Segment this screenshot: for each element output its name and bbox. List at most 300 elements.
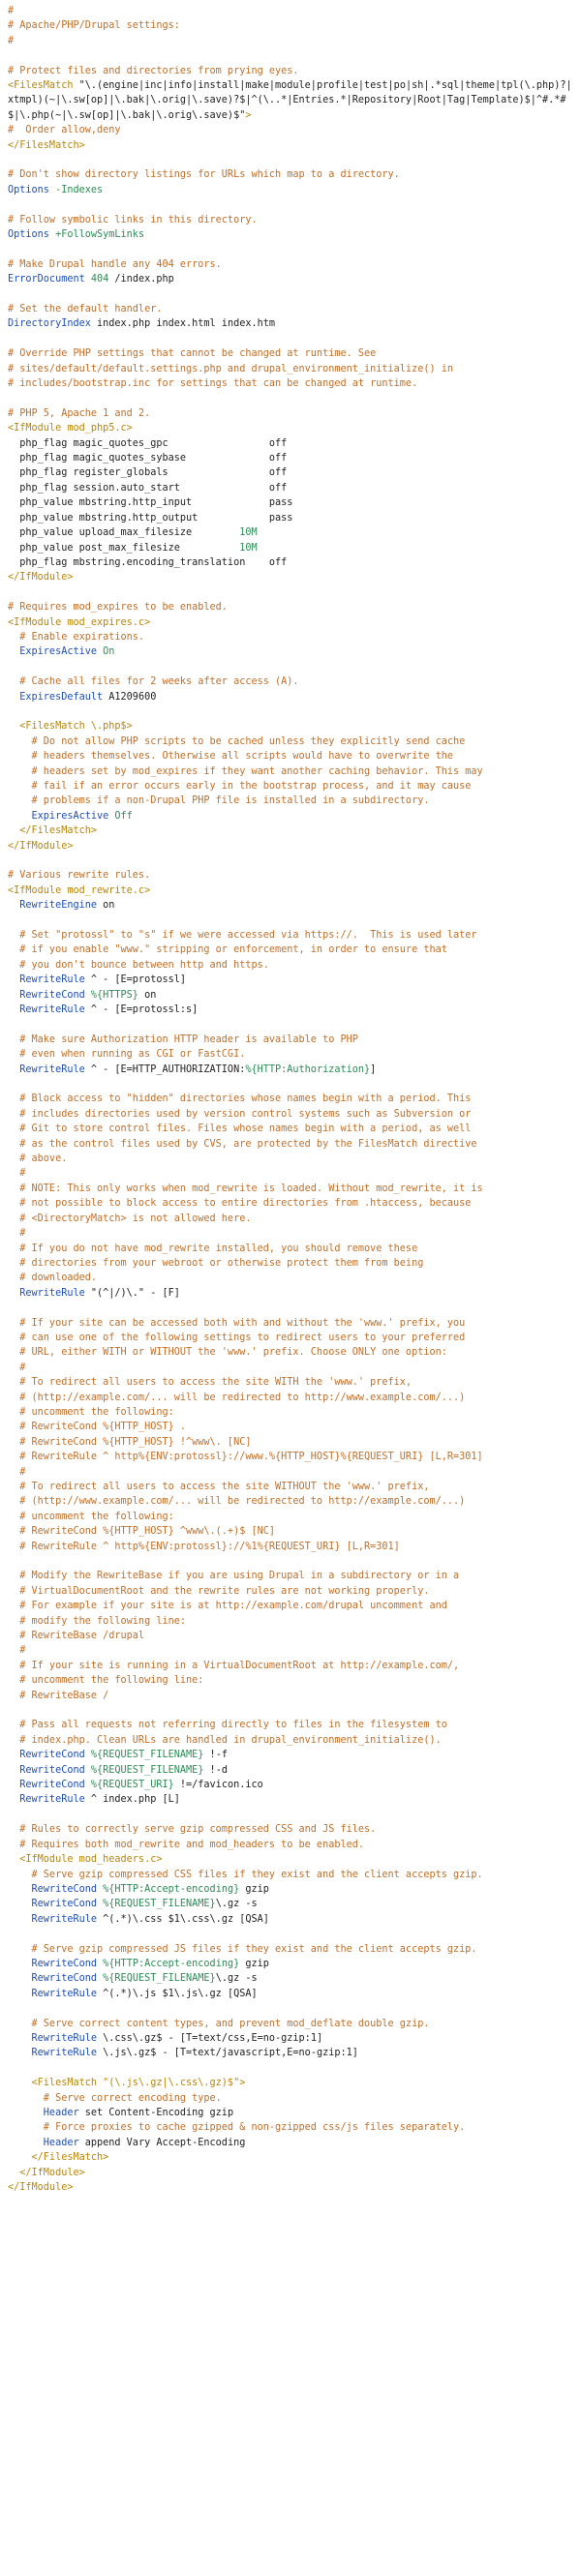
code-line (8, 1808, 577, 1822)
code-token: # RewriteRule ^ http%{ENV:protossl}://www.%{HTTP_HOST}%{REQUEST_URI} [L,R=301] (8, 1452, 483, 1463)
code-line (8, 451, 577, 465)
code-token: # Enable expirations. (8, 631, 145, 643)
code-line (8, 570, 577, 584)
code-token: # (8, 1362, 26, 1373)
code-line (8, 1480, 577, 1494)
code-token: /index.php (108, 274, 174, 285)
code-line (8, 1271, 577, 1285)
code-token: # Follow symbolic links in this directory. (8, 214, 258, 225)
code-token: # Make sure Authorization HTTP header is available to PHP (8, 1033, 358, 1045)
code-token: # (8, 1168, 26, 1180)
code-token: %{HTTPS} (90, 989, 138, 1001)
code-token: # even when running as CGI or FastCGI. (8, 1049, 246, 1061)
code-token: # NOTE: This only works when mod_rewrite is loaded. Without mod_rewrite, it is (8, 1183, 483, 1194)
code-line (8, 1524, 577, 1539)
code-line (8, 406, 577, 421)
code-token: 10M (239, 527, 258, 539)
code-line (8, 302, 577, 316)
code-token: %{REQUEST_URI} (90, 1780, 174, 1791)
code-line (8, 615, 577, 630)
code-token: php_flag magic_quotes_gpc off (8, 437, 288, 449)
code-token: # includes/bootstrap.inc for settings that can be changed at runtime. (8, 378, 418, 390)
code-token: RewriteCond (8, 1780, 85, 1791)
code-line (8, 1733, 577, 1748)
code-token: on (97, 900, 115, 912)
code-line (8, 794, 577, 808)
code-token: %{REQUEST_FILENAME} (103, 1899, 216, 1910)
code-token: RewriteRule (8, 1004, 85, 1016)
code-token: RewriteRule (8, 1913, 98, 1925)
code-token: # Block access to "hidden" directories whose names begin with a period. This (8, 1093, 472, 1105)
code-token: # Modify the RewriteBase if you are using Drupal in a subdirectory or in a (8, 1571, 460, 1582)
code-token: +FollowSymLinks (55, 229, 145, 241)
code-line (8, 495, 577, 510)
code-token: # Cache all files for 2 weeks after access (A). (8, 676, 299, 688)
code-token: ExpiresActive (8, 646, 98, 658)
code-token: # RewriteRule ^ http%{ENV:protossl}://%1%{REQUEST_URI} [L,R=301] (8, 1541, 400, 1552)
code-line (8, 1391, 577, 1405)
code-line (8, 1957, 577, 1971)
code-line (8, 839, 577, 854)
code-line (8, 1748, 577, 1762)
code-line (8, 2091, 577, 2106)
code-token: %{REQUEST_FILENAME} (90, 1764, 204, 1776)
code-line (8, 1838, 577, 1852)
code-token: ^ - [E=protossl:s] (84, 1004, 199, 1016)
code-line (8, 362, 577, 376)
code-token: # Serve gzip compressed JS files if they exist and the client accepts gzip. (8, 1943, 477, 1955)
code-line (8, 183, 577, 197)
code-line (8, 630, 577, 644)
code-line (8, 1256, 577, 1271)
code-token: </IfModule> (8, 2167, 85, 2178)
code-line (8, 1212, 577, 1226)
code-token: ^(.*)\.js $1\.js\.gz [QSA] (97, 1988, 258, 1999)
code-token: php_flag session.auto_start off (8, 482, 288, 494)
code-token: 404 (90, 274, 109, 285)
code-line (8, 1868, 577, 1882)
code-line (8, 2106, 577, 2120)
code-token: RewriteEngine (8, 900, 98, 912)
code-token: RewriteCond (8, 989, 85, 1001)
code-line (8, 1435, 577, 1450)
code-line (8, 1599, 577, 1613)
code-token: %{HTTP:Authorization} (245, 1063, 371, 1075)
code-token: # as the control files used by CVS, are protected by the FilesMatch directive (8, 1138, 477, 1150)
code-token: ErrorDocument (8, 274, 85, 285)
code-token: # downloaded. (8, 1273, 98, 1284)
code-token: # Override PHP settings that cannot be changed at runtime. See (8, 348, 377, 360)
code-line (8, 48, 577, 63)
code-token: Options (8, 184, 49, 195)
code-token: "(^|/)\." - [F] (84, 1287, 180, 1299)
code-line (8, 1689, 577, 1703)
code-token: RewriteRule (8, 2032, 98, 2044)
code-token: # For example if your site is at http://example.com/drupal uncomment and (8, 1601, 447, 1612)
code-line (8, 1659, 577, 1673)
code-token: ^ - [E=protossl] (84, 974, 187, 986)
code-line (8, 1882, 577, 1897)
code-token: <IfModule mod_headers.c> (8, 1854, 163, 1866)
code-token: # Protect files and directories from prying eyes. (8, 65, 299, 76)
code-token: RewriteRule (8, 1794, 85, 1806)
code-token: append Vary Accept-Encoding (78, 2137, 246, 2148)
code-line (8, 511, 577, 525)
code-line (8, 1897, 577, 1911)
code-token: ] (370, 1063, 377, 1075)
code-line (8, 1152, 577, 1166)
code-line (8, 1331, 577, 1345)
code-line (8, 1450, 577, 1464)
code-line (8, 1912, 577, 1927)
code-line (8, 64, 577, 78)
code-token: # Do not allow PHP scripts to be cached unless they explicitly send cache (8, 735, 466, 747)
code-token: # If your site is running in a VirtualDocumentRoot at http://example.com/, (8, 1660, 460, 1671)
code-token: %{HTTP:Accept-encoding} (103, 1883, 240, 1895)
code-line (8, 1778, 577, 1792)
code-line (8, 4, 577, 18)
code-token: <FilesMatch \.php$> (8, 721, 133, 733)
code-line (8, 332, 577, 346)
code-token: -Indexes (55, 184, 104, 195)
code-token: # Set the default handler. (8, 304, 163, 315)
code-line (8, 644, 577, 659)
code-token: # If your site can be accessed both with and without the 'www.' prefix, you (8, 1317, 466, 1329)
code-line (8, 153, 577, 167)
code-token: # Serve gzip compressed CSS files if they exist and the client accepts gzip. (8, 1869, 483, 1880)
code-line (8, 287, 577, 302)
code-line (8, 1927, 577, 1941)
code-line (8, 316, 577, 331)
code-token: \.js\.gz$ - [T=text/javascript,E=no-gzip:1] (97, 2048, 358, 2059)
code-token: <IfModule mod_php5.c> (8, 423, 133, 434)
code-line (8, 1540, 577, 1554)
code-line (8, 213, 577, 227)
code-line (8, 541, 577, 555)
code-line (8, 1301, 577, 1315)
code-line (8, 868, 577, 883)
code-line (8, 1226, 577, 1241)
code-token: # Apache/PHP/Drupal settings: (8, 20, 180, 32)
code-line (8, 854, 577, 868)
code-line (8, 1375, 577, 1390)
code-token: <IfModule mod_rewrite.c> (8, 884, 151, 896)
code-line (8, 704, 577, 719)
code-line (8, 421, 577, 435)
code-line (8, 1405, 577, 1420)
code-line (8, 2120, 577, 2135)
code-token: </FilesMatch> (8, 139, 85, 151)
code-token: # Serve correct content types, and prevent mod_deflate double gzip. (8, 2018, 430, 2029)
code-token: 10M (239, 542, 258, 554)
code-token: Header (8, 2107, 79, 2118)
code-token: !=/favicon.ico (173, 1780, 263, 1791)
code-token: \.gz -s (215, 1973, 258, 1985)
code-token: %{REQUEST_FILENAME} (90, 1750, 204, 1761)
code-token: ^ - [E=HTTP_AUTHORIZATION: (84, 1063, 246, 1075)
code-line (8, 1345, 577, 1360)
code-token: # To redirect all users to access the site WITHOUT the 'www.' prefix, (8, 1481, 430, 1492)
code-line (8, 1584, 577, 1599)
code-line (8, 1554, 577, 1569)
code-line (8, 1420, 577, 1434)
code-token: # can use one of the following settings to redirect users to your preferred (8, 1332, 466, 1343)
code-line (8, 436, 577, 451)
code-token: # To redirect all users to access the site WITH the 'www.' prefix, (8, 1377, 413, 1389)
code-line (8, 690, 577, 704)
code-token: # Git to store control files. Files whose names begin with a period, as well (8, 1123, 472, 1135)
code-line (8, 1494, 577, 1509)
code-token: RewriteRule (8, 2048, 98, 2059)
code-token: RewriteCond (8, 1764, 85, 1776)
code-token: # you don't bounce between http and https. (8, 959, 269, 971)
code-line (8, 749, 577, 764)
code-token: # Don't show directory listings for URLs which map to a directory. (8, 169, 400, 181)
code-token: index.php index.html index.htm (90, 318, 276, 330)
code-token: </FilesMatch> (8, 825, 98, 837)
code-token: gzip (239, 1883, 269, 1895)
code-line (8, 674, 577, 689)
code-token: # RewriteBase / (8, 1690, 109, 1701)
code-token: # Set "protossl" to "s" if we were accessed via https://. This is used later (8, 930, 477, 941)
code-token: # VirtualDocumentRoot and the rewrite rules are not working properly. (8, 1585, 430, 1597)
code-token: # If you do not have mod_rewrite installed, you should remove these (8, 1243, 418, 1254)
code-token: # Make Drupal handle any 404 errors. (8, 258, 222, 270)
code-token: php_value mbstring.http_output pass (8, 512, 293, 524)
code-token: # modify the following line: (8, 1615, 187, 1627)
code-token: \.gz -s (215, 1899, 258, 1910)
code-token: > (245, 109, 252, 121)
code-token: # above. (8, 1153, 68, 1165)
code-token: # RewriteBase /drupal (8, 1631, 145, 1642)
code-line (8, 734, 577, 749)
code-line (8, 988, 577, 1003)
code-token: php_value post_max_filesize (8, 542, 240, 554)
code-line (8, 376, 577, 391)
code-line (8, 1316, 577, 1331)
code-token: ExpiresActive (8, 810, 109, 822)
code-token: RewriteCond (8, 1973, 98, 1985)
code-token: # (8, 1228, 26, 1240)
code-line (8, 242, 577, 256)
code-line (8, 779, 577, 794)
code-line (8, 1077, 577, 1092)
code-token: # RewriteCond %{HTTP_HOST} . (8, 1422, 187, 1433)
code-line (8, 1196, 577, 1211)
code-line (8, 2166, 577, 2180)
code-token: Header (8, 2137, 79, 2148)
code-token: gzip (239, 1958, 269, 1969)
code-token: RewriteRule (8, 1287, 85, 1299)
code-line (8, 1122, 577, 1136)
code-token: # Requires both mod_rewrite and mod_headers to be enabled. (8, 1839, 365, 1850)
code-line (8, 1971, 577, 1986)
code-token: # (8, 1645, 26, 1657)
code-line (8, 1137, 577, 1152)
code-line (8, 1629, 577, 1643)
code-token: # index.php. Clean URLs are handled in drupal_environment_initialize(). (8, 1734, 442, 1746)
code-line (8, 272, 577, 286)
code-token: RewriteRule (8, 1063, 85, 1075)
code-token: # Serve correct encoding type. (8, 2092, 222, 2104)
code-token: on (138, 989, 157, 1001)
code-token: # (http://example.com/... will be redirected to http://www.example.com/...) (8, 1392, 466, 1403)
code-line (8, 78, 577, 123)
code-token: # (8, 6, 15, 16)
code-token: ExpiresDefault (8, 691, 104, 703)
code-token: # (8, 35, 15, 46)
code-line (8, 1718, 577, 1732)
code-token: # uncomment the following: (8, 1511, 174, 1522)
code-line (8, 958, 577, 973)
code-token: # directories from your webroot or otherwise protect them from being (8, 1257, 424, 1269)
code-line (8, 1763, 577, 1778)
code-line (8, 1942, 577, 1957)
code-line (8, 197, 577, 212)
code-line (8, 600, 577, 614)
code-token: # if you enable "www." stripping or enforcement, in order to ensure that (8, 944, 447, 956)
code-line (8, 2046, 577, 2060)
code-token: # sites/default/default.settings.php and drupal_environment_initialize() in (8, 363, 454, 374)
code-token: # URL, either WITH or WITHOUT the 'www.' prefix. Choose ONLY one option: (8, 1347, 447, 1359)
code-line (8, 898, 577, 913)
code-line (8, 391, 577, 405)
code-line (8, 928, 577, 943)
code-token: !-f (203, 1750, 228, 1761)
code-line (8, 481, 577, 495)
code-line (8, 585, 577, 600)
code-token: RewriteRule (8, 1988, 98, 1999)
code-line (8, 1017, 577, 1032)
code-line (8, 1361, 577, 1375)
code-token: On (103, 646, 115, 658)
code-token: # Requires mod_expires to be enabled. (8, 602, 228, 614)
code-token: </FilesMatch> (8, 2152, 109, 2164)
code-line (8, 2061, 577, 2076)
code-line (8, 2076, 577, 2090)
code-line (8, 1182, 577, 1196)
code-line (8, 1166, 577, 1181)
code-token: A1209600 (103, 691, 157, 703)
code-line (8, 18, 577, 33)
code-line (8, 227, 577, 242)
code-line (8, 1792, 577, 1807)
code-token: # includes directories used by version control systems such as Subversion or (8, 1108, 472, 1120)
code-token: %{REQUEST_FILENAME} (103, 1973, 216, 1985)
code-token: # not possible to block access to entire directories from .htaccess, because (8, 1198, 472, 1210)
code-line (8, 1852, 577, 1867)
code-line (8, 34, 577, 48)
code-line (8, 1286, 577, 1301)
code-token: # headers set by mod_expires if they want another caching behavior. This may (8, 765, 483, 777)
code-line (8, 1614, 577, 1629)
code-line (8, 824, 577, 838)
code-token: <FilesMatch "(\.js\.gz|\.css\.gz)$"> (8, 2078, 246, 2089)
code-line (8, 1107, 577, 1122)
code-line (8, 1242, 577, 1256)
code-line (8, 465, 577, 480)
code-token: # uncomment the following: (8, 1406, 174, 1418)
code-token: Off (114, 810, 133, 822)
code-token: # Order allow,deny (8, 125, 121, 136)
code-line (8, 809, 577, 824)
code-token: RewriteRule (8, 974, 85, 986)
code-token: # uncomment the following line: (8, 1675, 204, 1687)
code-token: # Rules to correctly serve gzip compressed CSS and JS files. (8, 1824, 377, 1836)
code-line (8, 1643, 577, 1658)
code-line (8, 555, 577, 570)
code-token: php_flag register_globals off (8, 467, 288, 479)
code-token: RewriteCond (8, 1883, 98, 1895)
code-token: </IfModule> (8, 2181, 74, 2193)
code-token: php_value mbstring.http_input pass (8, 497, 293, 509)
code-line (8, 167, 577, 182)
code-line (8, 2031, 577, 2046)
code-token: php_flag mbstring.encoding_translation off (8, 556, 288, 568)
code-line (8, 973, 577, 987)
code-line (8, 1510, 577, 1524)
code-token: # Force proxies to cache gzipped & non-gzipped css/js files separately. (8, 2122, 466, 2134)
code-token: Options (8, 229, 49, 241)
code-line (8, 525, 577, 540)
code-token: </IfModule> (8, 840, 74, 852)
code-line (8, 1673, 577, 1688)
code-token: ^(.*)\.css $1\.css\.gz [QSA] (97, 1913, 269, 1925)
code-line (8, 884, 577, 898)
code-line (8, 719, 577, 734)
code-token: <IfModule mod_expires.c> (8, 616, 151, 628)
code-line (8, 2180, 577, 2195)
code-line (8, 764, 577, 779)
code-token: "\.(engine|inc|info|install|make|module|profile|test|po|sh|.*sql|theme|tpl(\.php)?|xtmpl)(~|\.sw[op]|\.bak|\.orig|\.save)?$|^(\..*|Entries.*|Repository|Root|Tag|Template)$|^#.*#$|\.php(~|\.sw[op]|\.bak|\.orig\.save)$" (8, 80, 572, 121)
code-token: php_value upload_max_filesize (8, 527, 240, 539)
code-token: # RewriteCond %{HTTP_HOST} ^www\.(.+)$ [NC] (8, 1526, 276, 1538)
code-token: set Content-Encoding gzip (78, 2107, 234, 2118)
code-token: # problems if a non-Drupal PHP file is installed in a subdirectory. (8, 795, 430, 807)
code-line (8, 1822, 577, 1837)
code-token: # (http://www.example.com/... will be redirected to http://example.com/...) (8, 1496, 466, 1508)
code-token: ^ index.php [L] (84, 1794, 180, 1806)
code-token: RewriteCond (8, 1899, 98, 1910)
code-token: # fail if an error occurs early in the bootstrap process, and it may cause (8, 780, 472, 792)
code-token: # PHP 5, Apache 1 and 2. (8, 407, 151, 419)
code-token: \.css\.gz$ - [T=text/css,E=no-gzip:1] (97, 2032, 323, 2044)
code-token: RewriteCond (8, 1750, 85, 1761)
code-line (8, 1063, 577, 1077)
code-token: # Pass all requests not referring directly to files in the filesystem to (8, 1720, 447, 1731)
code-line (8, 1465, 577, 1480)
code-line (8, 1092, 577, 1106)
code-token: php_flag magic_quotes_sybase off (8, 453, 288, 464)
code-token: <FilesMatch (8, 80, 79, 92)
code-token: # headers themselves. Otherwise all scripts would have to overwrite the (8, 751, 454, 763)
code-line (8, 346, 577, 361)
code-token: # (8, 1466, 26, 1478)
code-line (8, 2001, 577, 2016)
code-token: # <DirectoryMatch> is not allowed here. (8, 1213, 252, 1224)
code-token: RewriteCond (8, 1958, 98, 1969)
code-token: # Various rewrite rules. (8, 870, 151, 882)
code-line (8, 1703, 577, 1718)
code-line (8, 914, 577, 928)
code-line (8, 1987, 577, 2001)
code-token: # RewriteCond %{HTTP_HOST} !^www\. [NC] (8, 1436, 252, 1448)
code-line (8, 1569, 577, 1583)
code-line (8, 1003, 577, 1017)
code-token: DirectoryIndex (8, 318, 91, 330)
code-line (8, 1033, 577, 1047)
code-line (8, 123, 577, 137)
